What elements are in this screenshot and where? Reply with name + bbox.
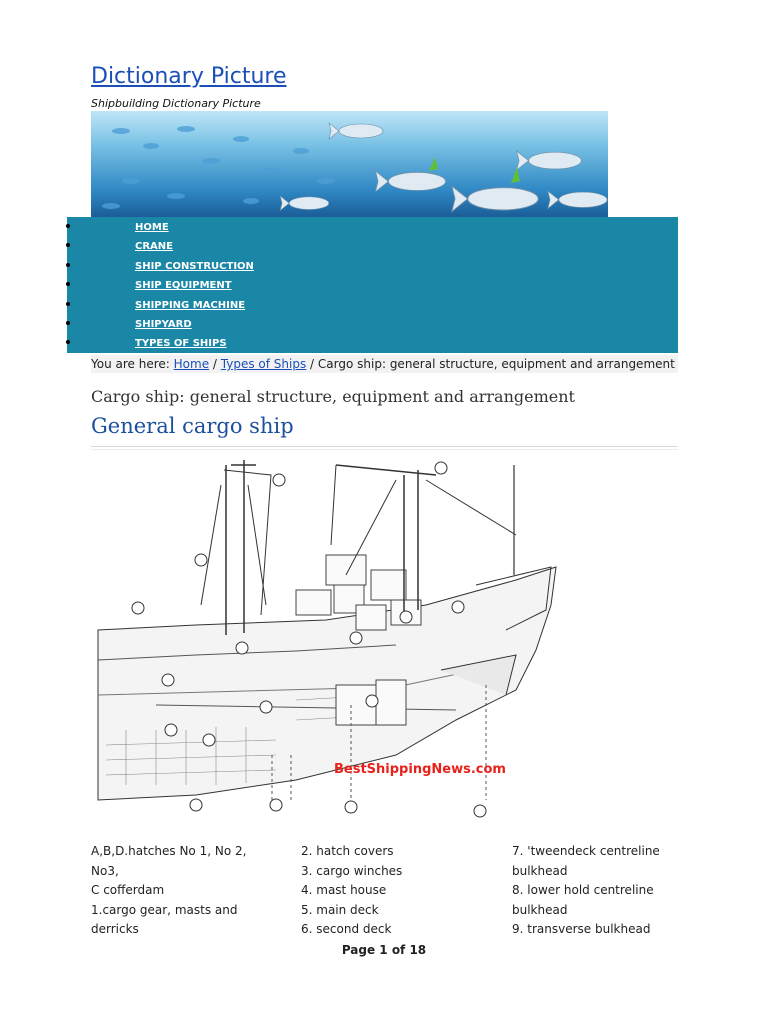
nav-link-home[interactable]: HOME (135, 222, 169, 233)
nav-link-shipyard[interactable]: SHIPYARD (135, 318, 192, 330)
legend-item: 9. transverse bulkhead (512, 922, 651, 936)
nav-item-ship-construction (67, 256, 678, 275)
legend-column-1 (91, 842, 263, 940)
section-title: General cargo ship (91, 414, 294, 438)
legend-item: A,B,D.hatches No 1, No 2, No3, (91, 844, 247, 878)
nav-item-home (67, 217, 678, 236)
breadcrumb-separator: / (212, 357, 217, 371)
nav-link-shipping-machine[interactable]: SHIPPING MACHINE (135, 299, 246, 311)
page-number: Page 1 of 18 (341, 943, 427, 957)
legend-item: 5. main deck (301, 902, 379, 917)
legend-item: 6. second deck (301, 922, 392, 936)
breadcrumb-separator: / (310, 357, 315, 371)
divider (91, 449, 678, 450)
fish-banner-art (91, 111, 608, 217)
breadcrumb-category-link[interactable]: Types of Ships (220, 357, 307, 371)
legend-item: C cofferdam (91, 883, 165, 897)
site-subtitle: Shipbuilding Dictionary Picture (91, 97, 261, 110)
nav-link-types-of-ships[interactable]: TYPES OF SHIPS (135, 338, 227, 350)
divider (91, 446, 678, 447)
nav-item-crane (67, 236, 678, 255)
legend-item: 2. hatch covers (301, 844, 394, 858)
bullet-icon (66, 340, 70, 344)
legend-item: 4. mast house (301, 883, 387, 897)
breadcrumb-prefix: You are here: (91, 357, 170, 371)
bullet-icon (66, 263, 70, 267)
nav-link-crane[interactable]: CRANE (135, 241, 173, 253)
legend-item: 3. cargo winches (301, 863, 403, 878)
nav-link-ship-construction[interactable]: SHIP CONSTRUCTION (135, 260, 254, 272)
bullet-icon (66, 224, 70, 228)
bullet-icon (66, 302, 70, 306)
legend-item: 7. 'tweendeck centreline bulkhead (512, 844, 660, 878)
site-title-link[interactable]: Dictionary Picture (91, 64, 287, 89)
breadcrumb-current: Cargo ship: general structure, equipment and arrangement (317, 357, 675, 371)
legend-column-3 (512, 842, 672, 940)
cargo-ship-diagram (96, 455, 558, 825)
legend-item: 8. lower hold centreline bulkhead (512, 883, 654, 917)
bullet-icon (66, 243, 70, 247)
nav-item-types-of-ships (67, 333, 678, 352)
watermark: BestShippingNews.com (334, 762, 506, 777)
article-title: Cargo ship: general structure, equipment and arrangement (91, 387, 575, 406)
main-nav (67, 217, 678, 353)
bullet-icon (66, 282, 70, 286)
bullet-icon (66, 321, 70, 325)
nav-item-shipping-machine (67, 295, 678, 314)
nav-link-ship-equipment[interactable]: SHIP EQUIPMENT (135, 280, 232, 292)
nav-item-shipyard (67, 314, 678, 333)
breadcrumb-home-link[interactable]: Home (173, 357, 210, 371)
fish-banner-image (91, 111, 608, 217)
legend-item: 1.cargo gear, masts and derricks (91, 902, 238, 936)
legend-column-2 (301, 842, 491, 940)
nav-item-ship-equipment (67, 275, 678, 294)
breadcrumb (91, 355, 678, 373)
